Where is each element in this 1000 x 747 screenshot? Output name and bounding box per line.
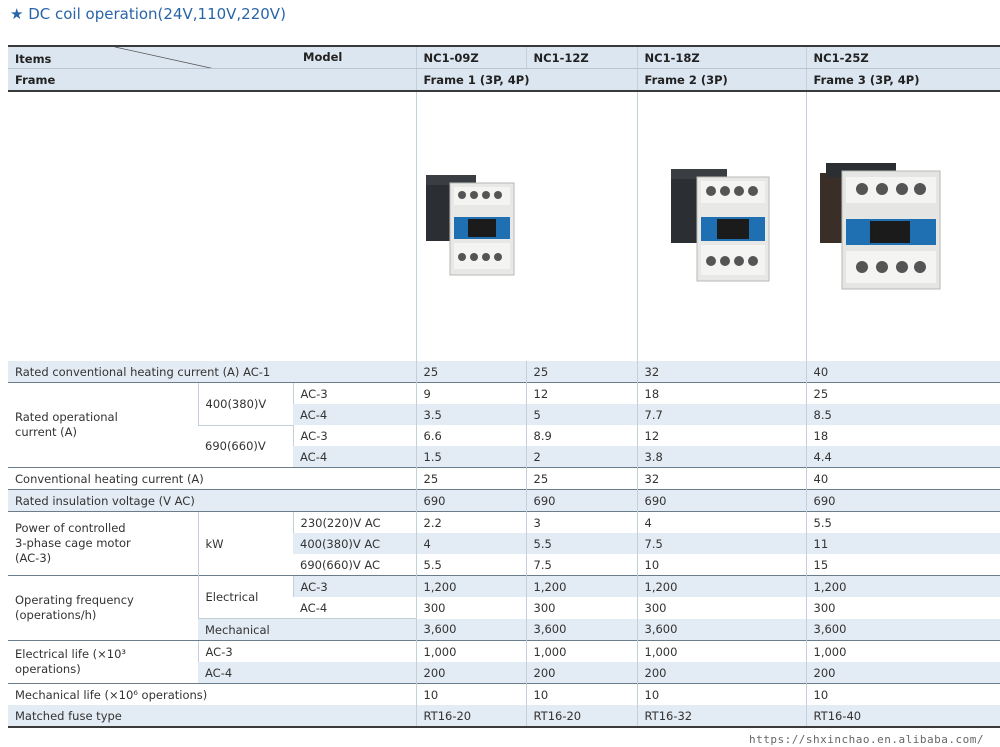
cell: 200 xyxy=(416,662,526,684)
sub-label: 230(220)V AC xyxy=(293,512,416,534)
row-mech-life xyxy=(8,684,1000,706)
cell: 690 xyxy=(416,490,526,512)
model-nc1-25z: NC1-25Z xyxy=(806,46,1000,69)
row-label: Power of controlled 3-phase cage motor (AC-3) xyxy=(8,512,198,576)
cell: 10 xyxy=(637,684,806,706)
contactor-frame3-image xyxy=(816,159,944,294)
cell: 690 xyxy=(637,490,806,512)
model-nc1-12z: NC1-12Z xyxy=(526,46,637,69)
cell: 3.5 xyxy=(416,404,526,425)
sub-label: AC-3 xyxy=(293,383,416,405)
row-elec-life-ac3 xyxy=(8,641,1000,663)
items-model-cell xyxy=(8,46,416,69)
sub-label: AC-4 xyxy=(293,446,416,468)
cell: 3,600 xyxy=(637,619,806,641)
sub-label: AC-4 xyxy=(293,597,416,619)
model-nc1-18z: NC1-18Z xyxy=(637,46,806,69)
row-label: Electrical life (×10³ operations) xyxy=(8,641,198,684)
row-label: Rated operational current (A) xyxy=(8,383,198,468)
header-row-model xyxy=(8,46,1000,69)
model-nc1-09z: NC1-09Z xyxy=(416,46,526,69)
frame-3-image-cell xyxy=(806,91,1000,361)
cell: 25 xyxy=(416,361,526,383)
frame-2-image-cell xyxy=(637,91,806,361)
sub-label: 400(380)V AC xyxy=(293,533,416,554)
frame-2: Frame 2 (3P) xyxy=(637,69,806,92)
items-label: Items xyxy=(15,52,52,66)
sub-label: 690(660)V xyxy=(198,425,293,468)
cell: 3,600 xyxy=(526,619,637,641)
cell: 1,200 xyxy=(526,576,637,598)
cell: 4 xyxy=(637,512,806,534)
cell: 3,600 xyxy=(806,619,1000,641)
sub-label: 690(660)V AC xyxy=(293,554,416,576)
cell: 1,000 xyxy=(806,641,1000,663)
sub-label: AC-3 xyxy=(198,641,416,663)
row-fuse xyxy=(8,705,1000,727)
cell: 9 xyxy=(416,383,526,405)
row-label: Conventional heating current (A) xyxy=(8,468,416,490)
watermark-url: https://shxinchao.en.alibaba.com/ xyxy=(748,733,984,746)
cell: 40 xyxy=(806,361,1000,383)
spec-table xyxy=(8,45,1000,728)
row-power-230 xyxy=(8,512,1000,534)
cell: 5 xyxy=(526,404,637,425)
cell: 4 xyxy=(416,533,526,554)
cell: RT16-40 xyxy=(806,705,1000,727)
sub-label: AC-4 xyxy=(198,662,416,684)
cell: RT16-20 xyxy=(526,705,637,727)
cell: 18 xyxy=(806,425,1000,446)
cell: 1,200 xyxy=(806,576,1000,598)
diagonal-divider xyxy=(15,47,416,69)
cell: 12 xyxy=(637,425,806,446)
row-insulation xyxy=(8,490,1000,512)
cell: 1,000 xyxy=(416,641,526,663)
contactor-frame2-image xyxy=(669,167,774,287)
row-label: Operating frequency (operations/h) xyxy=(8,576,198,641)
image-row-blank xyxy=(8,91,416,361)
cell: 18 xyxy=(637,383,806,405)
cell: 3,600 xyxy=(416,619,526,641)
cell: 7.7 xyxy=(637,404,806,425)
frame-1-image-cell xyxy=(416,91,637,361)
model-label: Model xyxy=(303,50,343,64)
cell: 690 xyxy=(526,490,637,512)
cell: 1,000 xyxy=(526,641,637,663)
row-freq-ac3 xyxy=(8,576,1000,598)
sub-label: Mechanical xyxy=(198,619,416,641)
cell: 300 xyxy=(637,597,806,619)
cell: 7.5 xyxy=(526,554,637,576)
row-label: Rated insulation voltage (V AC) xyxy=(8,490,416,512)
sub-label: AC-3 xyxy=(293,425,416,446)
header-row-frame xyxy=(8,69,1000,92)
cell: 5.5 xyxy=(526,533,637,554)
cell: 200 xyxy=(526,662,637,684)
sub-label: AC-3 xyxy=(293,576,416,598)
cell: 32 xyxy=(637,361,806,383)
cell: 12 xyxy=(526,383,637,405)
cell: 2.2 xyxy=(416,512,526,534)
cell: 300 xyxy=(416,597,526,619)
sub-label: kW xyxy=(198,512,293,576)
row-label: Matched fuse type xyxy=(8,705,416,727)
cell: 7.5 xyxy=(637,533,806,554)
cell: 6.6 xyxy=(416,425,526,446)
row-label: Rated conventional heating current (A) AC-1 xyxy=(8,361,416,383)
frame-1: Frame 1 (3P, 4P) xyxy=(416,69,637,92)
cell: 10 xyxy=(416,684,526,706)
cell: 300 xyxy=(526,597,637,619)
row-label: Mechanical life (×10⁶ operations) xyxy=(8,684,416,706)
cell: 3.8 xyxy=(637,446,806,468)
cell: 8.5 xyxy=(806,404,1000,425)
cell: 1,000 xyxy=(637,641,806,663)
cell: 25 xyxy=(806,383,1000,405)
sub-label: Electrical xyxy=(198,576,293,619)
cell: 1.5 xyxy=(416,446,526,468)
cell: 200 xyxy=(637,662,806,684)
cell: 32 xyxy=(637,468,806,490)
cell: 8.9 xyxy=(526,425,637,446)
cell: 25 xyxy=(526,361,637,383)
frame-label: Frame xyxy=(8,69,416,92)
row-op-400-ac3 xyxy=(8,383,1000,405)
cell: 40 xyxy=(806,468,1000,490)
image-row xyxy=(8,91,1000,361)
contactor-frame1-image xyxy=(424,173,519,281)
sub-label: AC-4 xyxy=(293,404,416,425)
row-heating-ac1 xyxy=(8,361,1000,383)
cell: 690 xyxy=(806,490,1000,512)
cell: RT16-32 xyxy=(637,705,806,727)
cell: 25 xyxy=(526,468,637,490)
cell: 1,200 xyxy=(637,576,806,598)
cell: 5.5 xyxy=(806,512,1000,534)
cell: RT16-20 xyxy=(416,705,526,727)
cell: 300 xyxy=(806,597,1000,619)
cell: 10 xyxy=(637,554,806,576)
cell: 4.4 xyxy=(806,446,1000,468)
row-conv-heating xyxy=(8,468,1000,490)
cell: 2 xyxy=(526,446,637,468)
frame-3: Frame 3 (3P, 4P) xyxy=(806,69,1000,92)
cell: 15 xyxy=(806,554,1000,576)
cell: 3 xyxy=(526,512,637,534)
cell: 10 xyxy=(806,684,1000,706)
cell: 11 xyxy=(806,533,1000,554)
cell: 200 xyxy=(806,662,1000,684)
cell: 1,200 xyxy=(416,576,526,598)
cell: 25 xyxy=(416,468,526,490)
cell: 5.5 xyxy=(416,554,526,576)
sub-label: 400(380)V xyxy=(198,383,293,426)
page-title: ★ DC coil operation(24V,110V,220V) xyxy=(10,5,286,23)
cell: 10 xyxy=(526,684,637,706)
